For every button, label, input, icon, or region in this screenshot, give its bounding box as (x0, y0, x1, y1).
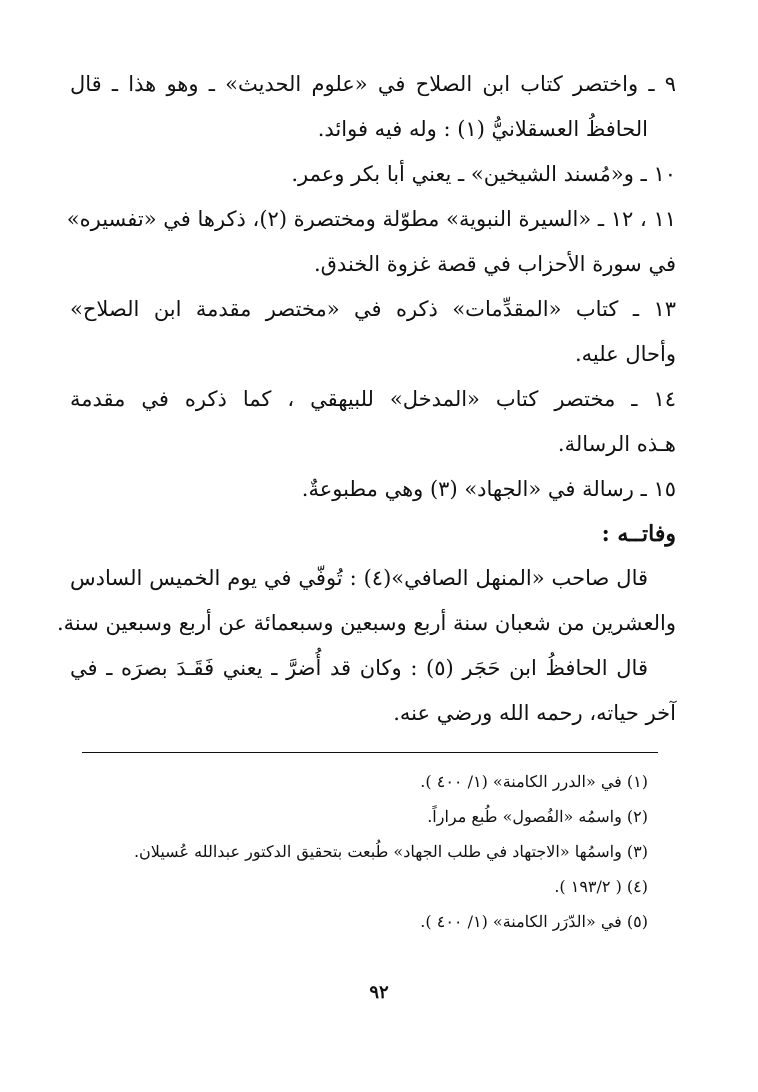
main-text (57, 62, 676, 736)
death-line-2: والعشرين من شعبان سنة أربع وسبعين وسبعمائة عن أربع وسبعين سنة. (57, 611, 676, 635)
body-line-item-11-12-cont: في سورة الأحزاب في قصة غزوة الخندق. (313, 252, 676, 276)
body-line-item-15: ١٥ ـ رسالة في «الجهاد» (٣) وهي مطبوعةٌ. (301, 477, 676, 501)
body-line-item-14-cont: هـذه الرسالة. (557, 432, 676, 456)
body-line-item-13: ١٣ ـ كتاب «المقدِّمات» ذكره في «مختصر مقدمة ابن الصلاح» (70, 297, 676, 321)
footnote-2: (٢) واسمُه «الفُصول» طُبع مراراً. (427, 807, 648, 826)
page-number: ٩٢ (369, 982, 389, 1003)
section-heading-death: وفاتــه : (601, 521, 676, 547)
body-line-item-9-cont: الحافظُ العسقلانيُّ (١) : وله فيه فوائد. (317, 117, 648, 141)
footnote-divider (82, 752, 658, 753)
body-line-item-14: ١٤ ـ مختصر كتاب «المدخل» للبيهقي ، كما ذكره في مقدمة (70, 387, 676, 411)
body-line-item-9: ٩ ـ واختصر كتاب ابن الصلاح في «علوم الحديث» ـ وهو هذا ـ قال (70, 72, 676, 96)
footnote-4: (٤) ( ١٩٣/٢ ). (554, 877, 648, 896)
body-line-item-13-cont: وأحال عليه. (574, 342, 676, 366)
body-line-item-10: ١٠ ـ و«مُسند الشيخين» ـ يعني أبا بكر وعمر. (291, 162, 676, 186)
footnote-1: (١) في «الدرر الكامنة» (١/ ٤٠٠ ). (420, 772, 648, 791)
footnote-5: (٥) في «الدّرَر الكامنة» (١/ ٤٠٠ ). (420, 912, 648, 931)
footnotes (70, 764, 648, 939)
death-line-1: قال صاحب «المنهل الصافي»(٤) : تُوفّي في يوم الخميس السادس (70, 566, 649, 590)
death-line-4: آخر حياته، رحمه الله ورضي عنه. (393, 701, 676, 725)
footnote-3: (٣) واسمُها «الاجتهاد في طلب الجهاد» طُبعت بتحقيق الدكتور عبدالله عُسيلان. (133, 842, 648, 861)
body-line-item-11-12: ١١ ، ١٢ ـ «السيرة النبوية» مطوّلة ومختصرة (٢)، ذكرها في «تفسيره» (66, 207, 676, 231)
death-line-3: قال الحافظُ ابن حَجَر (٥) : وكان قد أُضرَّ ـ يعني فَقَـدَ بصرَه ـ في (70, 656, 648, 680)
